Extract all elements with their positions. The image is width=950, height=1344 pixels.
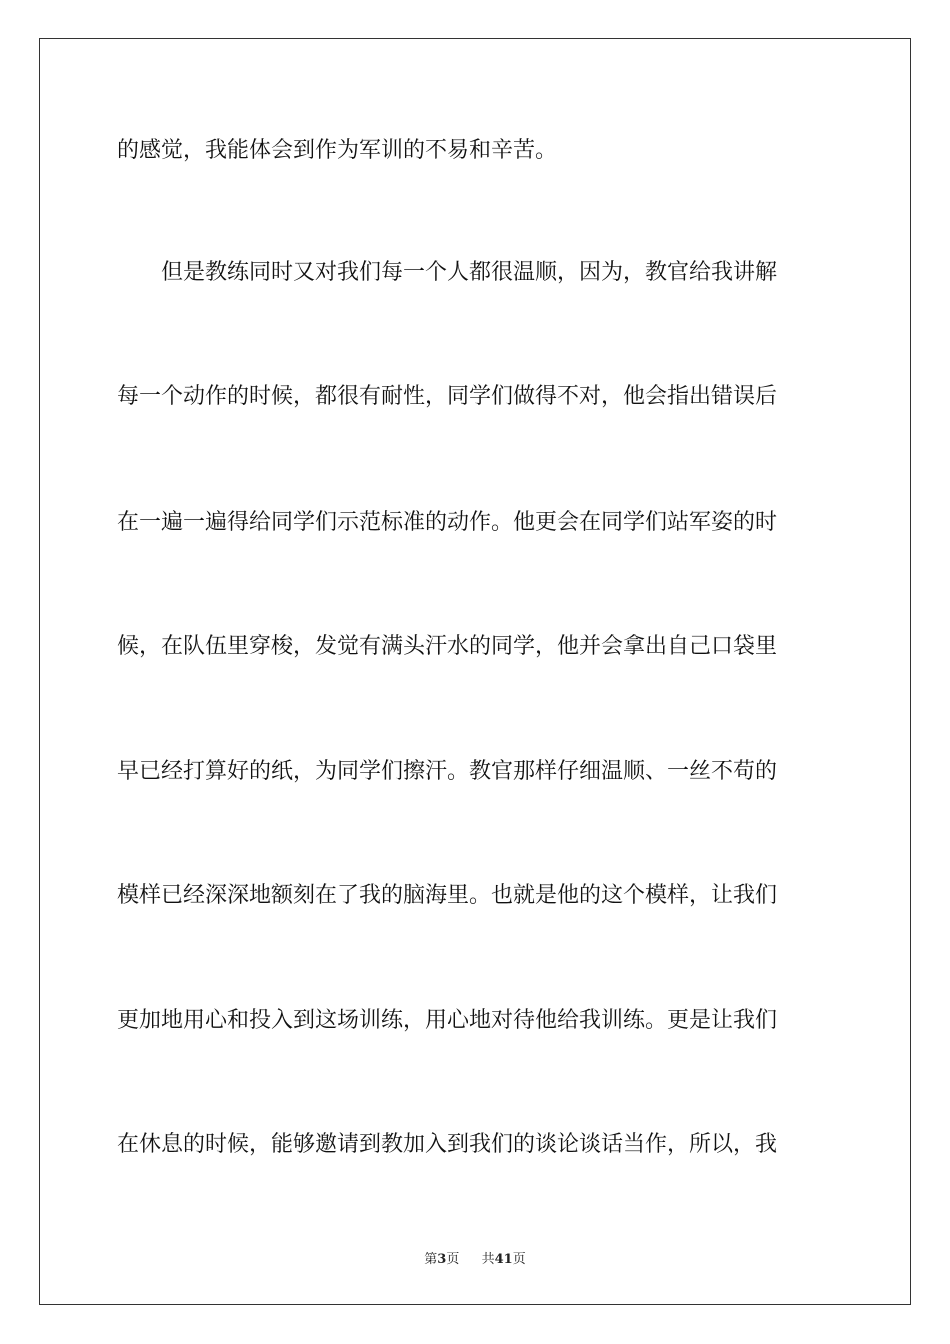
total-prefix: 共 (481, 1252, 495, 1267)
text-line: 在一遍一遍得给同学们示范标准的动作。他更会在同学们站军姿的时 (117, 510, 778, 535)
text-line: 但是教练同时又对我们每一个人都很温顺，因为，教官给我讲解 (117, 260, 778, 285)
total-suffix: 页 (512, 1252, 526, 1267)
text-line: 的感觉，我能体会到作为军训的不易和辛苦。 (117, 138, 558, 163)
page-suffix: 页 (446, 1252, 460, 1267)
text-line: 早已经打算好的纸，为同学们擦汗。教官那样仔细温顺、一丝不苟的 (117, 759, 778, 784)
page-prefix: 第 (424, 1252, 438, 1267)
text-line: 在休息的时候，能够邀请到教加入到我们的谈论谈话当作，所以，我 (117, 1132, 778, 1157)
page-number: 3 (437, 1252, 447, 1267)
text-line: 更加地用心和投入到这场训练，用心地对待他给我训练。更是让我们 (117, 1008, 778, 1033)
text-line: 每一个动作的时候，都很有耐性，同学们做得不对，他会指出错误后 (117, 384, 778, 409)
page-border (39, 38, 911, 1305)
text-line: 模样已经深深地额刻在了我的脑海里。也就是他的这个模样，让我们 (117, 883, 778, 908)
total-pages: 41 (494, 1252, 513, 1267)
page-footer (0, 1248, 950, 1267)
text-line: 候，在队伍里穿梭，发觉有满头汗水的同学，他并会拿出自己口袋里 (117, 634, 778, 659)
